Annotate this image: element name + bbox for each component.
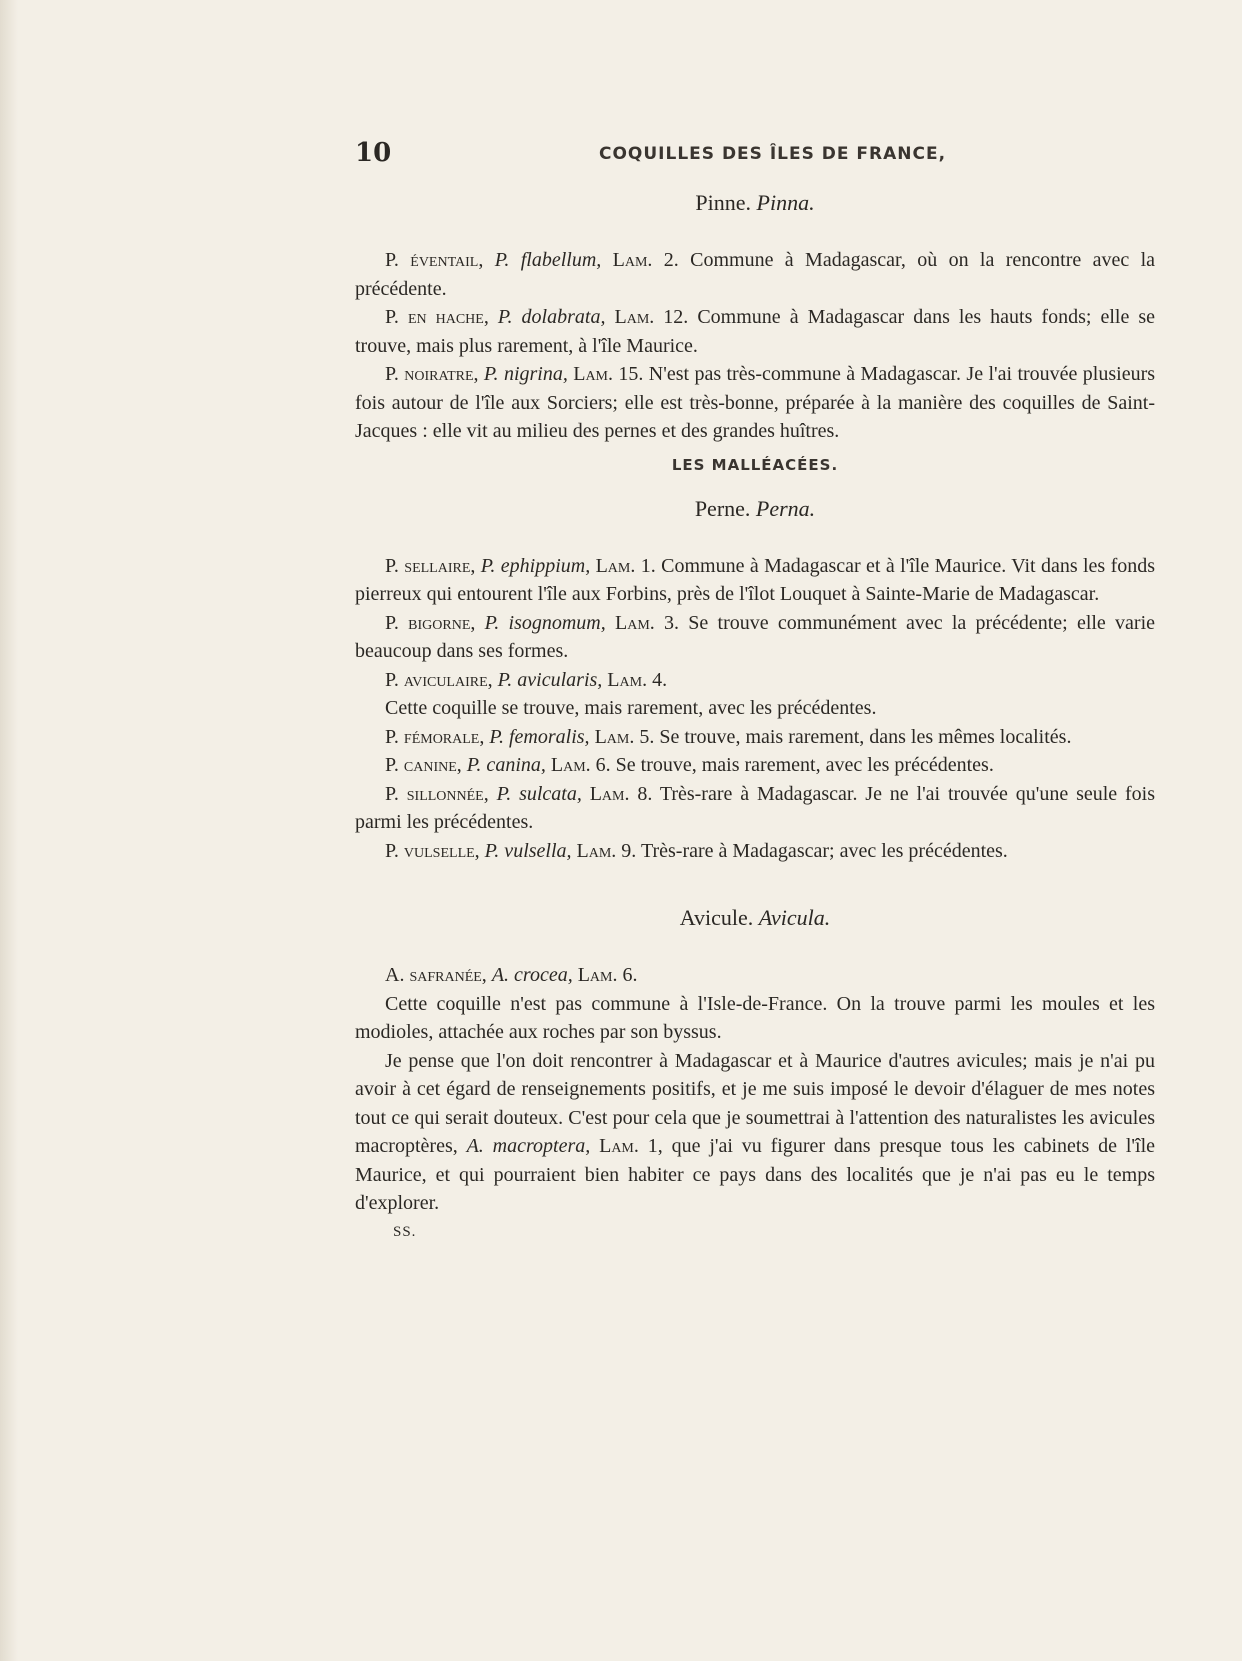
genus-heading-perna: [355, 496, 1155, 522]
page-header: [355, 138, 1155, 172]
family-heading: LES MALLÉACÉES.: [671, 455, 839, 474]
entry-perna-isognomum: P. bigorne, P. isognomum, Lam. 3. Se trouve communément avec la précédente; elle varie beaucoup dans ses formes.: [355, 611, 1156, 662]
entry-pinna-flabellum: P. éventail, P. flabellum, Lam. 2. Commune à Madagascar, où on la rencontre avec la précédente.: [355, 249, 1156, 300]
entry-perna-vulsella: P. vulselle, P. vulsella, Lam. 9. Très-rare à Madagascar; avec les précédentes.: [385, 839, 1008, 862]
page-number: 10: [355, 138, 392, 168]
entry-avicula-crocea: A. safranée, A. crocea, Lam. 6.: [385, 964, 638, 986]
entry-perna-ephippium: P. sellaire, P. ephippium, Lam. 1. Commune à Madagascar et à l'île Maurice. Vit dans les fonds pierreux qui entourent l'île aux Forbins, près de l'îlot Louquet à Sainte-Marie de Madagascar.: [355, 554, 1156, 605]
genus-title-latin: Perna.: [755, 495, 816, 521]
entry-perna-femoralis: P. fémorale, P. femoralis, Lam. 5. Se trouve, mais rarement, dans les mêmes localités.: [385, 725, 1072, 748]
genus-title-latin: Pinna.: [756, 190, 815, 215]
catchword: SS.: [393, 1223, 417, 1240]
document-page: [355, 138, 1155, 1241]
entry-perna-avicularis: P. aviculaire, P. avicularis, Lam. 4.: [385, 668, 668, 691]
running-head: COQUILLES DES ÎLES DE FRANCE,: [599, 144, 947, 164]
closing-paragraph: Je pense que l'on doit rencontrer à Madagascar et à Maurice d'autres avicules; mais je n'ai pu avoir à cet égard de renseignements positifs, et je me suis imposé le devoir d'élaguer de mes notes tout ce qui serait douteux. C'est pour cela que je soumettrai à l'attention des naturalistes les avicules macroptères, A. macroptera, Lam. 1, que j'ai vu figurer dans presque tous les cabinets de l'île Maurice, et qui pourraient bien habiter ce pays dans des localités que je n'ai pas eu le temps d'explorer.: [355, 1049, 1156, 1214]
genus-heading-avicula: [355, 905, 1155, 931]
genus-title-latin: Avicula.: [758, 905, 831, 930]
genus-title: Pinne.: [695, 190, 752, 215]
entry-perna-sulcata: P. sillonnée, P. sulcata, Lam. 8. Très-rare à Madagascar. Je ne l'ai trouvée qu'une seule fois parmi les précédentes.: [355, 782, 1156, 833]
entry-avicula-crocea-note: Cette coquille n'est pas commune à l'Isle-de-France. On la trouve parmi les moules et les modioles, attachée aux roches par son byssus.: [355, 992, 1155, 1043]
entry-pinna-dolabrata: P. en hache, P. dolabrata, Lam. 12. Commune à Madagascar dans les hauts fonds; elle se trouve, mais plus rarement, à l'île Maurice.: [355, 306, 1156, 357]
entry-perna-avicularis-note: Cette coquille se trouve, mais rarement, avec les précédentes.: [385, 697, 877, 719]
entry-pinna-nigrina: P. noiratre, P. nigrina, Lam. 15. N'est pas très-commune à Madagascar. Je l'ai trouvée plusieurs fois autour de l'île aux Sorciers; elle est très-bonne, préparée à la manière des coquilles de Saint-Jacques : elle vit au milieu des pernes et des grandes huîtres.: [355, 363, 1156, 442]
genus-title: Perne.: [694, 495, 751, 521]
entry-perna-canina: P. canine, P. canina, Lam. 6. Se trouve, mais rarement, avec les précédentes.: [385, 754, 994, 776]
genus-heading-pinna: [355, 190, 1155, 216]
page-gutter-shade: [0, 0, 18, 1661]
genus-title: Avicule.: [679, 905, 754, 930]
